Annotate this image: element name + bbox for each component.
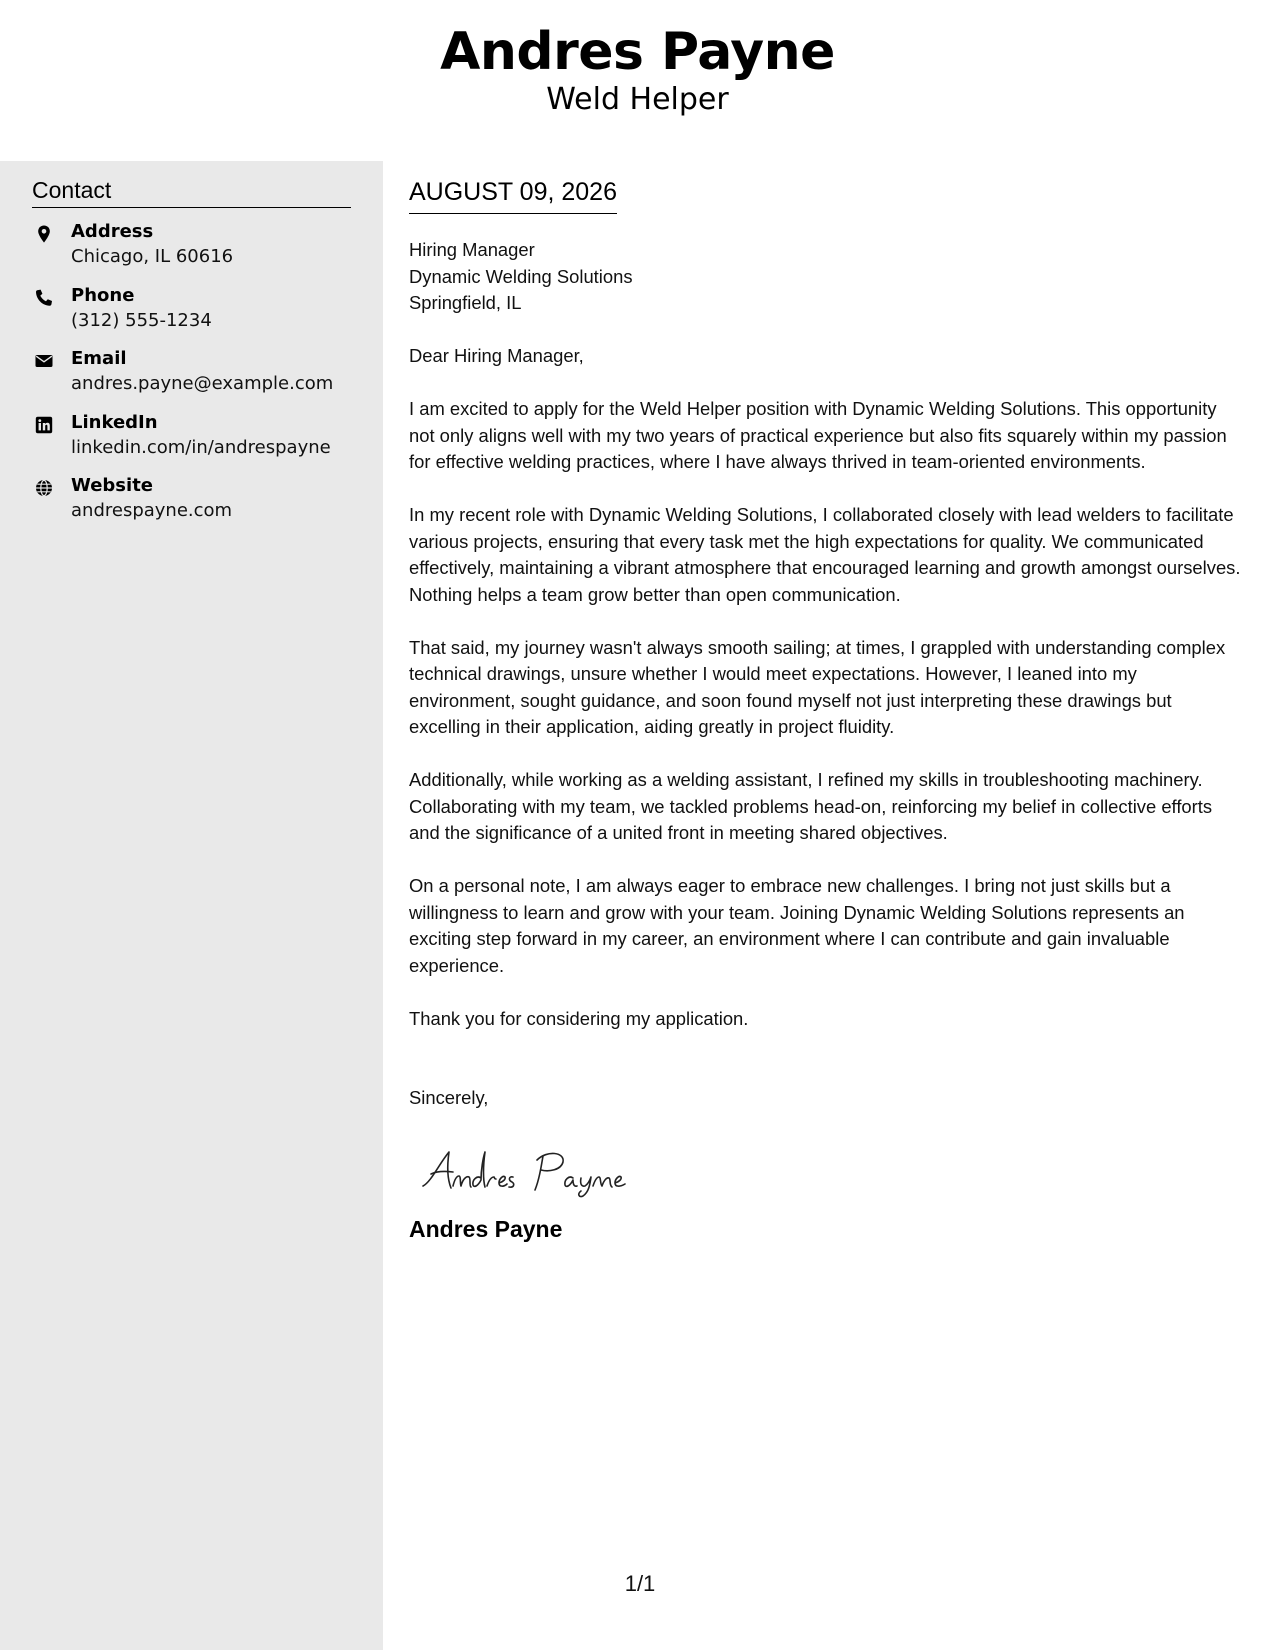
contact-value: andrespayne.com — [71, 500, 233, 521]
signature-image — [417, 1142, 657, 1198]
contact-label: LinkedIn — [71, 411, 158, 433]
contact-heading: Contact — [32, 177, 351, 208]
contact-value: (312) 555-1234 — [71, 309, 212, 331]
contact-list — [32, 221, 362, 539]
contact-item-website — [32, 475, 362, 539]
applicant-name: Andres Payne — [440, 22, 835, 82]
contact-label: Phone — [71, 284, 135, 306]
letter-paragraph: On a personal note, I am always eager to embrace new challenges. I bring not just skills but a willingness to learn and grow with your team. Joining Dynamic Welding Solutions represents an exciting step forward in my career, an environment where I can contribute and gain invaluable experience. — [409, 875, 1185, 976]
closing: Sincerely, — [409, 1087, 489, 1108]
contact-item-linkedin — [32, 412, 362, 476]
phone-icon — [35, 289, 53, 307]
contact-label: Email — [71, 348, 127, 369]
signer-name: Andres Payne — [409, 1215, 563, 1242]
recipient-line: Springfield, IL — [409, 292, 522, 313]
contact-value: Chicago, IL 60616 — [71, 246, 234, 267]
letter-header — [0, 0, 1275, 161]
recipient-block — [409, 237, 1247, 317]
letter-paragraph: That said, my journey wasn't always smooth sailing; at times, I grappled with understanding complex technical drawings, unsure whether I would meet expectations. However, I leaned into my environment, sought guidance, and soon found myself not just interpreting these drawings but excelling in their application, aiding greatly in project fluidity. — [409, 636, 1226, 737]
handwritten-signature — [417, 1142, 1247, 1198]
letter-paragraph: Thank you for considering my application. — [409, 1007, 749, 1029]
recipient-line: Dynamic Welding Solutions — [409, 265, 633, 287]
contact-value: linkedin.com/in/andrespayne — [71, 436, 331, 458]
recipient-line: Hiring Manager — [409, 239, 535, 260]
letter-paragraph: Additionally, while working as a welding assistant, I refined my skills in troubleshooting machinery. Collaborating with my team, we tackled problems head-on, reinforcing my belief in collective efforts and the significance of a united front in meeting shared objectives. — [409, 769, 1213, 843]
contact-label: Website — [71, 475, 154, 496]
letter-date: AUGUST 09, 2026 — [409, 178, 617, 214]
letter-paragraph: I am excited to apply for the Weld Helper position with Dynamic Welding Solutions. This opportunity not only aligns well with my two years of practical experience but also fits squarely within my passion for effective welding practices, where I have always thrived in team-oriented environments. — [409, 398, 1227, 472]
salutation: Dear Hiring Manager, — [409, 345, 584, 366]
job-title: Weld Helper — [546, 82, 729, 117]
envelope-icon — [35, 352, 53, 370]
map-pin-icon — [35, 225, 53, 243]
letter-content — [409, 237, 1247, 1242]
contact-sidebar — [0, 161, 383, 1650]
contact-label: Address — [71, 221, 154, 242]
linkedin-icon — [35, 416, 53, 434]
contact-value: andres.payne@example.com — [71, 373, 334, 394]
contact-item-email — [32, 348, 362, 412]
letter-paragraph: In my recent role with Dynamic Welding Solutions, I collaborated closely with lead welders to facilitate various projects, ensuring that every task met the high expectations for quality. We communicated effectively, maintaining a vibrant atmosphere that encouraged learning and growth amongst ourselves. Nothing helps a team grow better than open communication. — [409, 504, 1241, 605]
contact-item-phone — [32, 285, 362, 349]
page-number: 1/1 — [624, 1571, 656, 1596]
contact-item-address — [32, 221, 362, 285]
globe-icon — [35, 479, 53, 497]
